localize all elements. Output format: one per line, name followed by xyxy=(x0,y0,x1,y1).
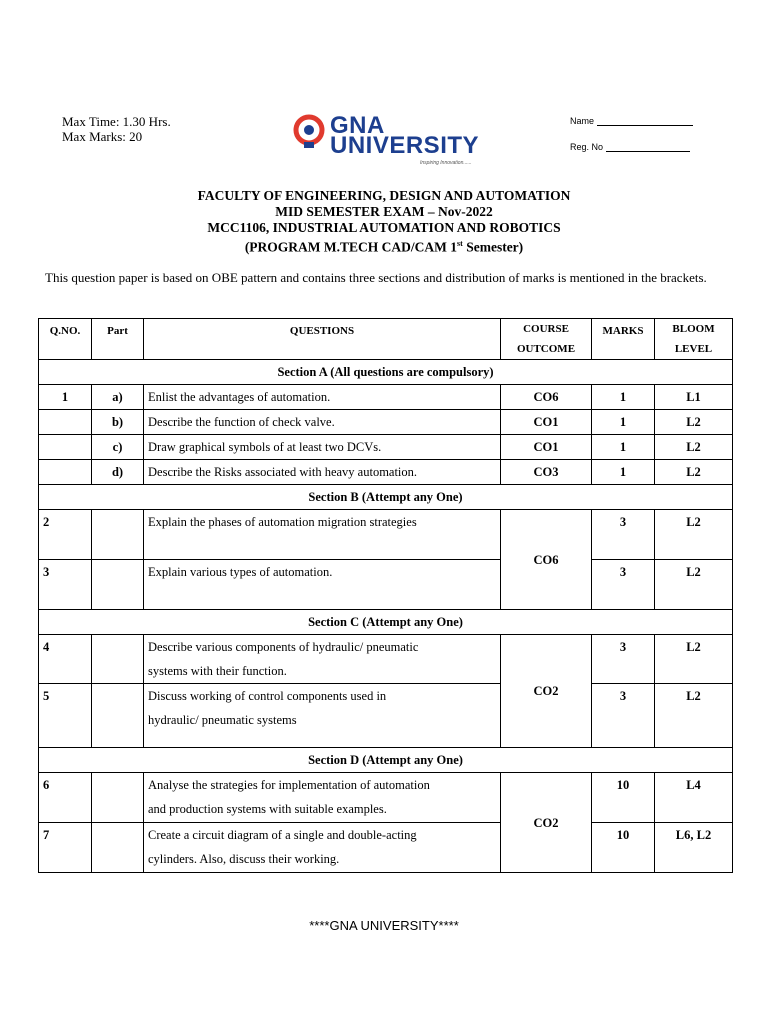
max-time: Max Time: 1.30 Hrs. xyxy=(62,114,171,129)
section-d-co: CO2 xyxy=(501,773,592,873)
section-a-title: Section A (All questions are compulsory) xyxy=(39,360,733,385)
exam-title: MID SEMESTER EXAM – Nov-2022 xyxy=(275,204,493,219)
table-row: b) Describe the function of check valve. CO1 1 L2 xyxy=(39,410,733,435)
logo-text-university: UNIVERSITY xyxy=(330,132,480,159)
question-table xyxy=(38,318,733,873)
max-marks: Max Marks: 20 xyxy=(62,129,143,144)
exam-meta xyxy=(62,114,171,144)
section-b-row xyxy=(39,485,733,510)
table-row: 3 Explain various types of automation. 3 L2 xyxy=(39,560,733,610)
logo-text-gna: GNA xyxy=(330,112,385,139)
table-row: 5 Discuss working of control components used in hydraulic/ pneumatic systems 3 L2 xyxy=(39,684,733,748)
name-field xyxy=(570,116,693,126)
name-line xyxy=(597,125,693,126)
intro-text: This question paper is based on OBE pattern and contains three sections and distribution of marks is mentioned in the brackets. xyxy=(45,270,707,285)
exam-titles xyxy=(0,188,768,256)
header-questions: QUESTIONS xyxy=(144,319,501,360)
footer-text: ****GNA UNIVERSITY**** xyxy=(309,918,459,933)
program-title: (PROGRAM M.TECH CAD/CAM 1st Semester) xyxy=(244,239,524,255)
header-qno: Q.NO. xyxy=(39,319,92,360)
name-label: Name xyxy=(570,116,595,126)
course-title: MCC1106, INDUSTRIAL AUTOMATION AND ROBOTICS xyxy=(207,220,561,235)
table-row: 4 Describe various components of hydraulic/ pneumatic systems with their function. CO2 3 L2 xyxy=(39,635,733,684)
header-course-outcome: COURSE OUTCOME xyxy=(501,319,592,360)
table-row: 6 Analyse the strategies for implementation of automation and production systems with suitable examples. CO2 10 L4 xyxy=(39,773,733,823)
section-b-co: CO6 xyxy=(501,510,592,610)
reg-line xyxy=(606,151,690,152)
table-row: 1 a) Enlist the advantages of automation. CO6 1 L1 xyxy=(39,385,733,410)
table-row: 7 Create a circuit diagram of a single and double-acting cylinders. Also, discuss their working. 10 L6, L2 xyxy=(39,823,733,873)
table-header-row xyxy=(39,319,733,360)
table-row: c) Draw graphical symbols of at least two DCVs. CO1 1 L2 xyxy=(39,435,733,460)
header-part: Part xyxy=(92,319,144,360)
logo-tagline: Inspiring Innovation...... xyxy=(420,160,472,166)
faculty-title: FACULTY OF ENGINEERING, DESIGN AND AUTOMATION xyxy=(197,188,571,203)
reg-label: Reg. No xyxy=(570,142,604,152)
reg-field xyxy=(570,142,690,152)
header-bloom-level: BLOOM LEVEL xyxy=(655,319,733,360)
section-b-title: Section B (Attempt any One) xyxy=(39,485,733,510)
table-row: d) Describe the Risks associated with heavy automation. CO3 1 L2 xyxy=(39,460,733,485)
header-marks: MARKS xyxy=(592,319,655,360)
section-c-co: CO2 xyxy=(501,635,592,748)
section-c-row xyxy=(39,610,733,635)
logo-icon xyxy=(292,114,326,159)
section-a-row xyxy=(39,360,733,385)
section-c-title: Section C (Attempt any One) xyxy=(39,610,733,635)
table-row: 2 Explain the phases of automation migration strategies CO6 3 L2 xyxy=(39,510,733,560)
section-d-row xyxy=(39,748,733,773)
section-d-title: Section D (Attempt any One) xyxy=(39,748,733,773)
